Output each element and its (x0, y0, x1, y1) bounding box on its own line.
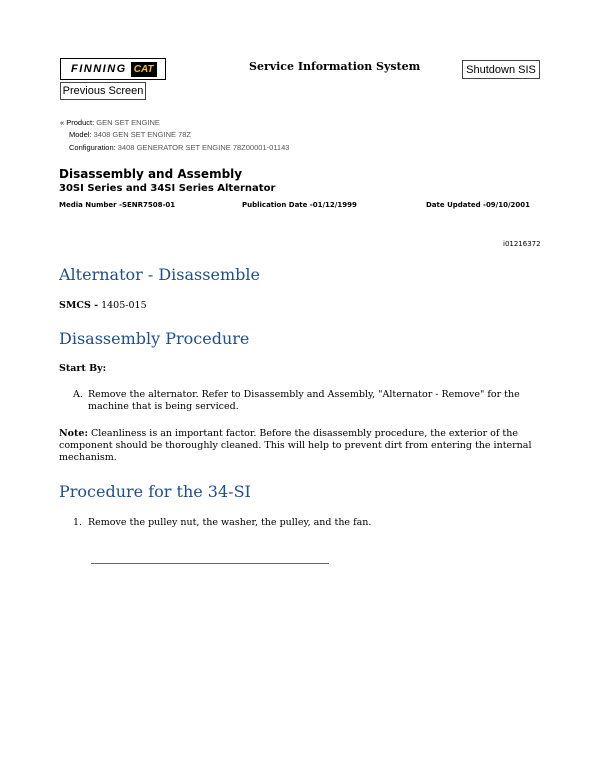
smcs-label: SMCS - (59, 300, 99, 311)
product-value: GEN SET ENGINE (96, 118, 160, 127)
page-title: Service Information System (249, 60, 421, 73)
heading-alternator-disassemble: Alternator - Disassemble (59, 265, 260, 284)
logo-name: FINNING (71, 63, 127, 75)
configuration-label: Configuration: (69, 143, 116, 152)
double-chevron-left-icon[interactable]: « (60, 118, 65, 127)
configuration-line (69, 143, 289, 152)
previous-screen-button[interactable]: Previous Screen (60, 82, 146, 100)
logo-brand: CAT (131, 62, 157, 77)
document-title: Disassembly and Assembly (59, 167, 243, 181)
finning-cat-logo (60, 58, 166, 80)
product-line (60, 118, 160, 127)
date-updated: Date Updated -09/10/2001 (426, 201, 531, 209)
note-text: Cleanliness is an important factor. Before the disassembly procedure, the exterior of the component should be thoroughly cleaned. This will help to prevent dirt from entering the internal mechanism. (59, 428, 532, 463)
list-marker: 1. (73, 517, 83, 528)
list-item (60, 517, 371, 529)
list-item-text: Remove the alternator. Refer to Disassembly and Assembly, "Alternator - Remove" for the machine that is being serviced. (88, 389, 520, 412)
list-marker: A. (73, 389, 83, 400)
smcs-value: 1405-015 (101, 300, 147, 311)
note-paragraph (59, 428, 539, 464)
note-label: Note: (59, 428, 88, 439)
heading-disassembly-procedure: Disassembly Procedure (59, 329, 250, 348)
list-item-text: Remove the pulley nut, the washer, the pulley, and the fan. (88, 517, 372, 528)
smcs-line (59, 300, 147, 312)
list-item (60, 389, 525, 413)
publication-date: Publication Date -01/12/1999 (242, 201, 357, 209)
shutdown-sis-button[interactable]: Shutdown SIS (462, 60, 540, 79)
media-number: Media Number -SENR7508-01 (59, 201, 176, 209)
divider (91, 563, 329, 564)
model-value: 3408 GEN SET ENGINE 78Z (93, 130, 192, 139)
model-line (69, 130, 191, 139)
document-subtitle: 30SI Series and 34SI Series Alternator (59, 183, 276, 194)
configuration-value: 3408 GENERATOR SET ENGINE 78Z00001-01143 (117, 143, 290, 152)
start-by-label: Start By: (59, 363, 107, 374)
model-label: Model: (69, 130, 92, 139)
document-id: i01216372 (503, 240, 541, 248)
product-label: Product: (66, 118, 95, 127)
heading-procedure-34si: Procedure for the 34-SI (59, 482, 251, 501)
